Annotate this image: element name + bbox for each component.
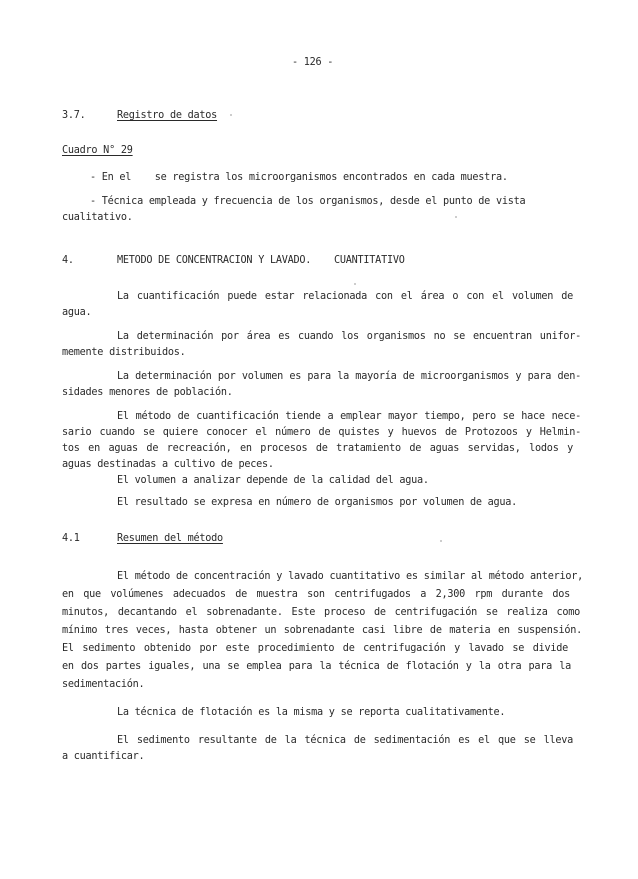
paragraph-line: sario cuando se quiere conocer el número de quistes y huevos de Protozoos y Helmin-	[62, 427, 581, 438]
paragraph-line: memente distribuidos.	[62, 347, 186, 358]
paragraph-line: La determinación por área es cuando los organismos no se encuentran unifor-	[117, 331, 581, 342]
paragraph-line: en que volúmenes adecuados de muestra son centrifugados a 2,300 rpm durante dos	[62, 589, 570, 600]
scan-speck	[354, 283, 356, 285]
section-title: Resumen del método	[117, 533, 223, 544]
page-number: - 126 -	[292, 57, 334, 68]
paragraph-line: El sedimento resultante de la técnica de sedimentación es el que se lleva	[117, 735, 573, 746]
section-number: 3.7.	[62, 110, 86, 121]
paragraph-line: tos en aguas de recreación, en procesos de tratamiento de aguas servidas, lodos y	[62, 443, 573, 454]
scan-speck	[455, 216, 457, 218]
paragraph-line: mínimo tres veces, hasta obtener un sobrenadante casi libre de materia en suspensión.	[62, 625, 582, 636]
paragraph-line: El volumen a analizar depende de la calidad del agua.	[117, 475, 429, 486]
paragraph-line: aguas destinadas a cultivo de peces.	[62, 459, 274, 470]
list-item-continuation: cualitativo.	[62, 212, 133, 223]
paragraph-line: La determinación por volumen es para la mayoría de microorganismos y para den-	[117, 371, 581, 382]
section-title: METODO DE CONCENTRACION Y LAVADO.	[117, 255, 312, 266]
paragraph-line: La técnica de flotación es la misma y se reporta cualitativamente.	[117, 707, 506, 718]
paragraph-line: El método de cuantificación tiende a emplear mayor tiempo, pero se hace nece-	[117, 411, 581, 422]
paragraph-line: agua.	[62, 307, 92, 318]
section-number: 4.1	[62, 533, 80, 544]
table-reference: Cuadro N° 29	[62, 145, 133, 156]
section-title: Registro de datos	[117, 110, 218, 121]
scan-speck	[230, 114, 232, 116]
paragraph-line: El sedimento obtenido por este procedimiento de centrifugación y lavado se divide	[62, 643, 568, 654]
paragraph-line: sidades menores de población.	[62, 387, 233, 398]
section-subtitle: CUANTITATIVO	[334, 255, 405, 266]
paragraph-line: minutos, decantando el sobrenadante. Este proceso de centrifugación se realiza como	[62, 607, 580, 618]
paragraph-line: en dos partes iguales, una se emplea para la técnica de flotación y la otra para la	[62, 661, 571, 672]
list-item: - Técnica empleada y frecuencia de los organismos, desde el punto de vista	[90, 196, 526, 207]
paragraph-line: El método de concentración y lavado cuantitativo es similar al método anterior,	[117, 571, 583, 582]
paragraph-line: El resultado se expresa en número de organismos por volumen de agua.	[117, 497, 518, 508]
section-number: 4.	[62, 255, 74, 266]
list-item: - En el se registra los microorganismos encontrados en cada muestra.	[90, 172, 508, 183]
paragraph-line: sedimentación.	[62, 679, 145, 690]
paragraph-line: a cuantificar.	[62, 751, 145, 762]
scan-speck	[440, 540, 442, 542]
paragraph-line: La cuantificación puede estar relacionada con el área o con el volumen de	[117, 291, 573, 302]
